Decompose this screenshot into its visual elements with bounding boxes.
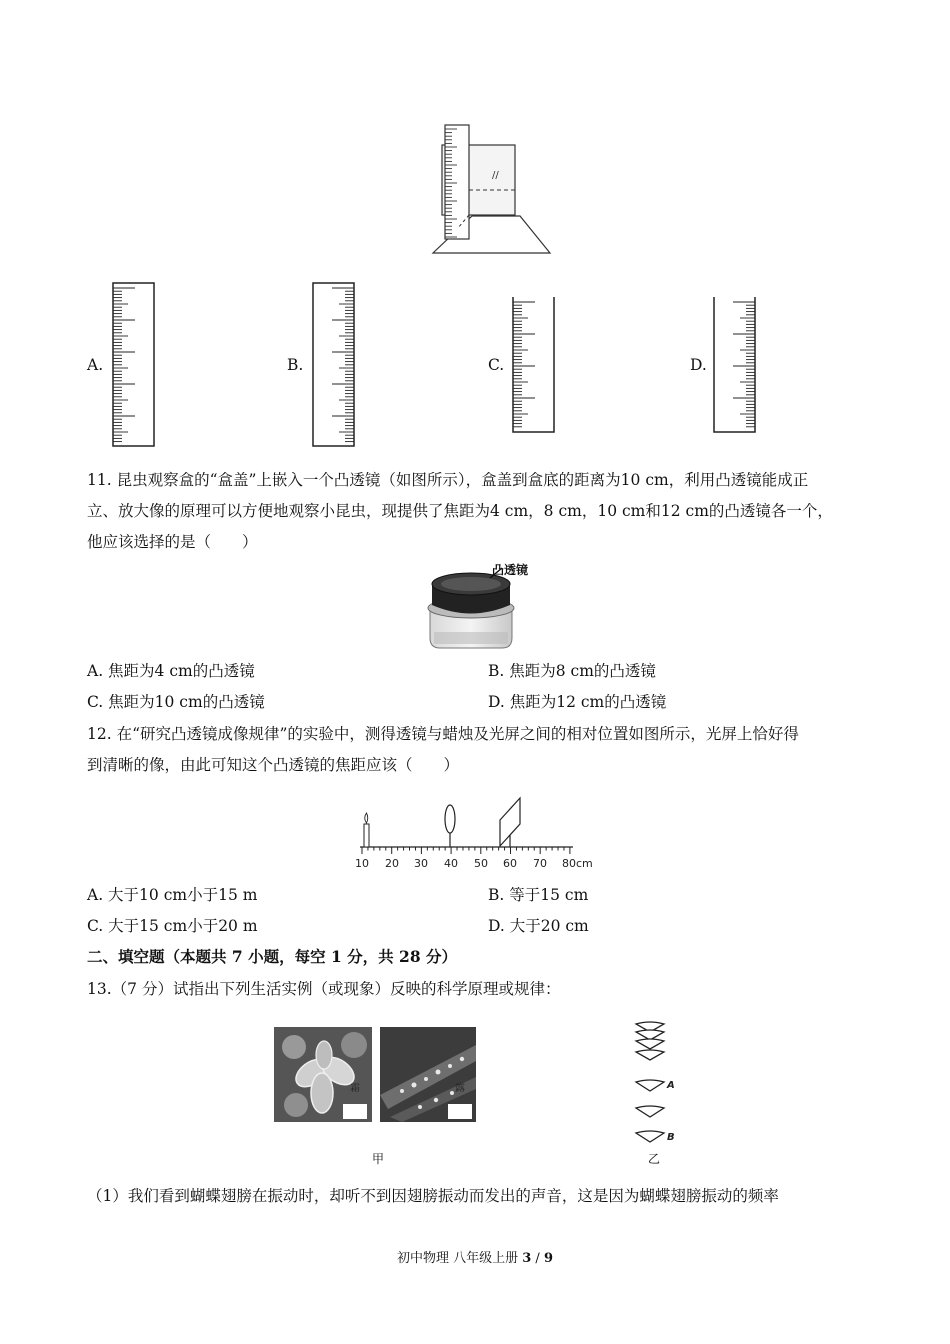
bench-tick-label-30: 30: [414, 857, 428, 870]
q11-option-b: B. 焦距为8 cm的凸透镜: [488, 662, 656, 680]
bench-tick-label-40: 40: [444, 857, 458, 870]
frost-photo: [274, 1027, 372, 1122]
bench-tick-label-80: 80cm: [562, 857, 593, 870]
ruler-option-c: [512, 296, 556, 434]
bench-tick-label-70: 70: [533, 857, 547, 870]
falling-drops-figure: [630, 1020, 690, 1150]
bench-tick-label-10: 10: [355, 857, 369, 870]
q12-option-a: A. 大于10 cm小于15 m: [87, 886, 258, 904]
bench-tick-label-20: 20: [385, 857, 399, 870]
ruler-option-d: [713, 296, 757, 434]
q13-stem: 13.（7 分）试指出下列生活实例（或现象）反映的科学原理或规律：: [87, 980, 561, 998]
bench-tick-label-60: 60: [503, 857, 517, 870]
convex-lens-label: 凸透镜: [492, 563, 529, 577]
drop-label-a: A: [667, 1080, 675, 1091]
figure-yi-label: 乙: [648, 1152, 661, 1166]
q12-option-d: D. 大于20 cm: [488, 917, 589, 935]
q13-subquestion-1: （1）我们看到蝴蝶翅膀在振动时，却听不到因翅膀振动而发出的声音，这是因为蝴蝶翅膀振动的频率: [87, 1187, 779, 1205]
footer-separator: /: [531, 1251, 544, 1266]
q11-stem-line-3: 他应该选择的是（ ）: [87, 533, 258, 551]
footer-total-pages: 9: [543, 1251, 553, 1266]
dew-photo-label: 露: [455, 1083, 465, 1094]
option-a-label: A.: [87, 356, 104, 374]
dew-photo: [380, 1027, 476, 1122]
svg-text://: //: [492, 170, 499, 181]
figure-jia-label: 甲: [372, 1152, 385, 1166]
q11-option-d: D. 焦距为12 cm的凸透镜: [488, 693, 667, 711]
ruler-option-b: [312, 282, 356, 448]
q11-option-a: A. 焦距为4 cm的凸透镜: [87, 662, 255, 680]
q11-stem-line-1: 11. 昆虫观察盒的“盒盖”上嵌入一个凸透镜（如图所示），盒盖到盒底的距离为10 cm，利用凸透镜能成正: [87, 471, 809, 489]
footer-page-number: 3: [522, 1251, 532, 1266]
q12-option-c: C. 大于15 cm小于20 m: [87, 917, 258, 935]
footer-text: 初中物理 八年级上册: [396, 1251, 523, 1266]
optical-bench-figure: [348, 790, 598, 874]
q12-stem-line-1: 12. 在“研究凸透镜成像规律”的实验中，测得透镜与蜡烛及光屏之间的相对位置如图所示，光屏上恰好得: [87, 725, 799, 743]
drop-label-b: B: [667, 1132, 675, 1143]
q12-option-b: B. 等于15 cm: [488, 886, 589, 904]
section-2-title: 二、填空题（本题共 7 小题，每空 1 分，共 28 分）: [87, 947, 458, 966]
q11-stem-line-2: 立、放大像的原理可以方便地观察小昆虫，现提供了焦距为4 cm，8 cm，10 cm和12 cm的凸透镜各一个，: [87, 502, 833, 520]
q11-option-c: C. 焦距为10 cm的凸透镜: [87, 693, 265, 711]
page-footer: [0, 1247, 950, 1266]
q12-stem-line-2: 到清晰的像，由此可知这个凸透镜的焦距应该（ ）: [87, 756, 460, 774]
frost-photo-label: 霜: [350, 1083, 360, 1094]
ruler-option-a: [112, 282, 156, 448]
mirror-ruler-figure: [400, 120, 560, 260]
option-c-label: C.: [488, 356, 505, 374]
option-b-label: B.: [287, 356, 304, 374]
option-d-label: D.: [690, 356, 707, 374]
bench-tick-label-50: 50: [474, 857, 488, 870]
